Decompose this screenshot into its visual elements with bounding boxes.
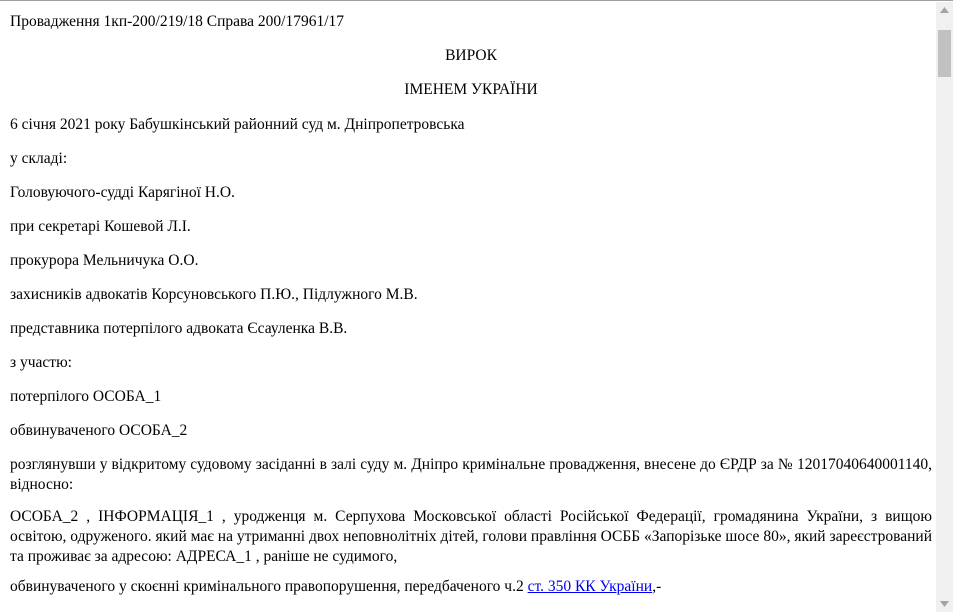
considered-intro: розглянувши у відкритому судовому засіданні в залі суду м. Дніпро кримінальне провадження, внесене до ЄРДР за № 12017040640001140, відносно:	[10, 456, 932, 493]
secretary: при секретарі Кошевой Л.І.	[10, 218, 191, 235]
prosecutor: прокурора Мельничука О.О.	[10, 252, 199, 269]
case-header: Провадження 1кп-200/219/18 Справа 200/17961/17	[10, 13, 345, 30]
scroll-down-button[interactable]	[936, 596, 953, 612]
scroll-up-button[interactable]	[936, 2, 953, 19]
scrollbar-thumb[interactable]	[938, 30, 951, 77]
document-subtitle: ІМЕНЕМ УКРАЇНИ	[404, 81, 538, 98]
victim-representative: представника потерпілого адвоката Єсауленка В.В.	[10, 320, 348, 337]
charge-prefix: обвинуваченого у скоєнні кримінального правопорушення, передбаченого ч.2	[10, 578, 528, 595]
participation-label: з участю:	[10, 354, 72, 371]
presiding-judge: Головуючого-судді Карягіної Н.О.	[10, 184, 235, 201]
victim-line: потерпілого ОСОБА_1	[10, 388, 162, 405]
date-court-line: 6 січня 2021 року Бабушкінський районний суд м. Дніпропетровська	[10, 116, 465, 133]
charge-suffix: ,-	[652, 578, 662, 595]
person-info: ОСОБА_2 , ІНФОРМАЦІЯ_1 , уродженця м. Серпухова Московської області Російської Федерації, громадянина України, з вищою освітою, одруженого. який має на утриманні двох неповнолітніх дітей, голови правління ОСББ «Запорізьке шосе 80», який зареєстрований та проживає за адресою: АДРЕСА_1 , раніше не судимого,	[10, 508, 932, 565]
accused-line: обвинуваченого ОСОБА_2	[10, 422, 188, 439]
chevron-down-icon	[940, 601, 949, 607]
charge-line	[10, 577, 932, 597]
vertical-scrollbar[interactable]	[936, 2, 953, 612]
law-article-link[interactable]: ст. 350 КК України	[527, 578, 653, 595]
document-title: ВИРОК	[445, 47, 497, 64]
composition-label: у складі:	[10, 150, 68, 167]
chevron-up-icon	[940, 7, 949, 13]
defenders: захисників адвокатів Корсуновського П.Ю., Підлужного М.В.	[10, 286, 418, 303]
